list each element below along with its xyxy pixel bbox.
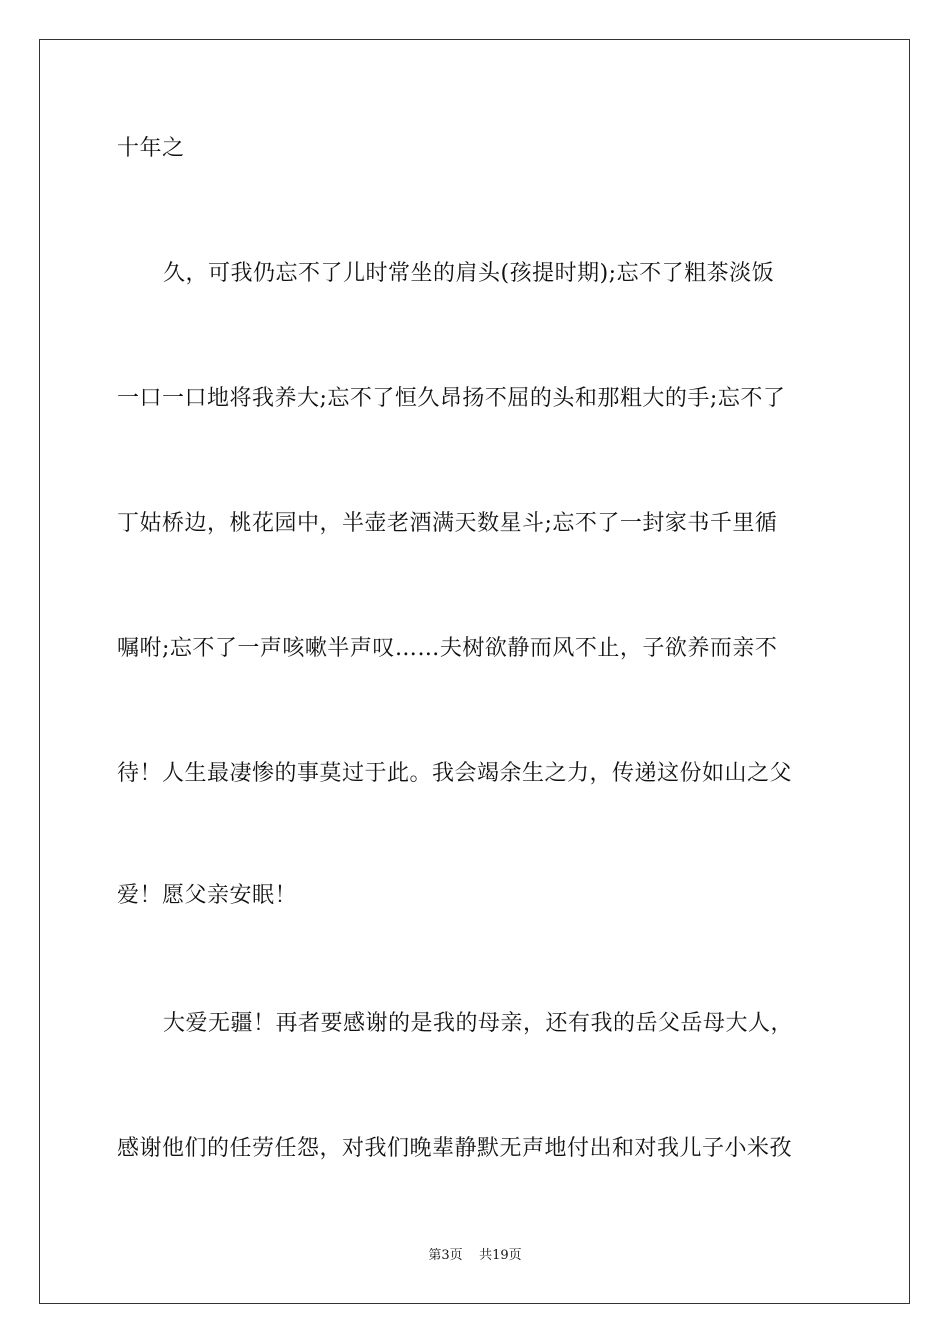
page-border [39, 39, 910, 1304]
paragraph-line-5: 嘱咐;忘不了一声咳嗽半声叹……夫树欲静而风不止，子欲养而亲不 [117, 636, 778, 661]
page-number: 第3页 [428, 1248, 463, 1263]
page-total: 共19页 [479, 1248, 522, 1263]
paragraph-line-4: 丁姑桥边，桃花园中，半壶老酒满天数星斗;忘不了一封家书千里循 [117, 511, 778, 536]
paragraph-line-3: 一口一口地将我养大;忘不了恒久昂扬不屈的头和那粗大的手;忘不了 [117, 386, 786, 411]
page-footer [0, 1247, 950, 1265]
paragraph-line-9: 感谢他们的任劳任怨，对我们晚辈静默无声地付出和对我儿子小米孜 [117, 1136, 793, 1161]
paragraph-line-2: 久，可我仍忘不了儿时常坐的肩头(孩提时期);忘不了粗茶淡饭 [163, 261, 775, 286]
paragraph-line-7: 爱！愿父亲安眠！ [117, 883, 298, 908]
paragraph-line-6: 待！人生最凄惨的事莫过于此。我会竭余生之力，传递这份如山之父 [117, 761, 793, 786]
paragraph-line-8: 大爱无疆！再者要感谢的是我的母亲，还有我的岳父岳母大人， [163, 1011, 794, 1036]
paragraph-line-1: 十年之 [117, 136, 185, 161]
